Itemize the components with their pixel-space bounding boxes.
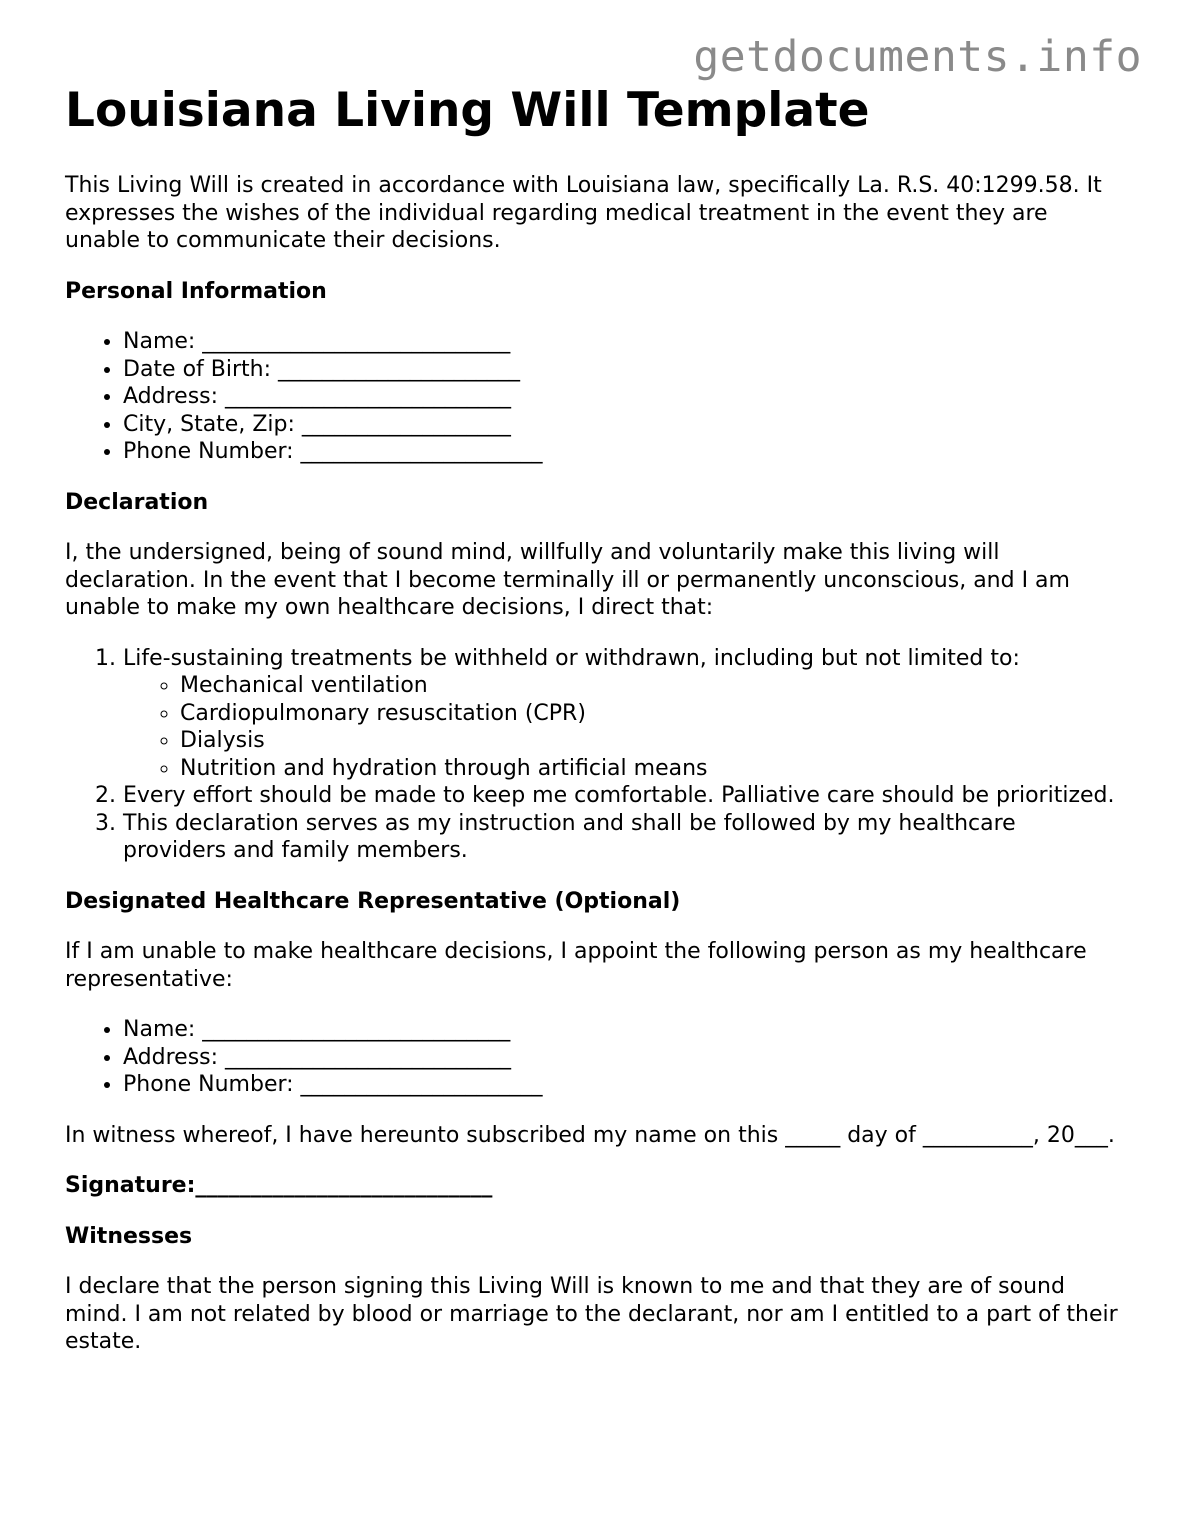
- representative-phone-field: • Phone Number: ______________________: [123, 1071, 1125, 1099]
- date-of-birth-field: • Date of Birth: ______________________: [123, 356, 1125, 384]
- treatments-list: [123, 672, 1125, 782]
- signature-line: Signature:___________________________: [65, 1173, 493, 1199]
- representative-name-field: • Name: ____________________________: [123, 1016, 1125, 1044]
- watermark: getdocuments.info: [693, 32, 1142, 82]
- document-title: Louisiana Living Will Template: [65, 83, 870, 138]
- representative-paragraph: If I am unable to make healthcare decisions, I appoint the following person as my healthcare representative:: [65, 939, 1087, 992]
- declaration-paragraph: I, the undersigned, being of sound mind, willfully and voluntarily make this living will declaration. In the event that I become terminally ill or permanently unconscious, and I am unable to make my own healthcare decisions, I direct that:: [65, 540, 1070, 621]
- directive-text: Life-sustaining treatments be withheld or withdrawn, including but not limited to:: [123, 645, 1020, 671]
- address-field: • Address: __________________________: [123, 383, 1125, 411]
- personal-information-list: [65, 328, 1125, 466]
- witnesses-paragraph: I declare that the person signing this Living Will is known to me and that they are of sound mind. I am not related by blood or marriage to the declarant, nor am I entitled to a part of their estate.: [65, 1274, 1118, 1355]
- city-state-zip-field: • City, State, Zip: ___________________: [123, 411, 1125, 439]
- representative-list: [65, 1016, 1125, 1099]
- directive-item: 2. Every effort should be made to keep me comfortable. Palliative care should be prioritized.: [123, 782, 1125, 810]
- intro-paragraph: This Living Will is created in accordance with Louisiana law, specifically La. R.S. 40:1299.58. It expresses the wishes of the individual regarding medical treatment in the event they are unable to communicate their decisions.: [65, 173, 1102, 254]
- directive-item: [123, 645, 1125, 783]
- name-field: • Name: ____________________________: [123, 328, 1125, 356]
- personal-information-heading: Personal Information: [65, 278, 327, 304]
- declaration-heading: Declaration: [65, 489, 209, 515]
- witnesses-heading: Witnesses: [65, 1223, 193, 1249]
- representative-address-field: • Address: __________________________: [123, 1044, 1125, 1072]
- document-body: [65, 84, 1125, 1379]
- treatment-item: ◦ Cardiopulmonary resuscitation (CPR): [180, 700, 1125, 728]
- treatment-item: ◦ Mechanical ventilation: [180, 672, 1125, 700]
- representative-heading: Designated Healthcare Representative (Optional): [65, 888, 681, 914]
- witness-clause: In witness whereof, I have hereunto subscribed my name on this _____ day of __________, 20___.: [65, 1122, 1115, 1148]
- phone-number-field: • Phone Number: ______________________: [123, 438, 1125, 466]
- treatment-item: ◦ Dialysis: [180, 727, 1125, 755]
- declaration-directives-list: [65, 645, 1125, 865]
- directive-item: 3. This declaration serves as my instruction and shall be followed by my healthcare providers and family members.: [123, 810, 1125, 865]
- treatment-item: ◦ Nutrition and hydration through artificial means: [180, 755, 1125, 783]
